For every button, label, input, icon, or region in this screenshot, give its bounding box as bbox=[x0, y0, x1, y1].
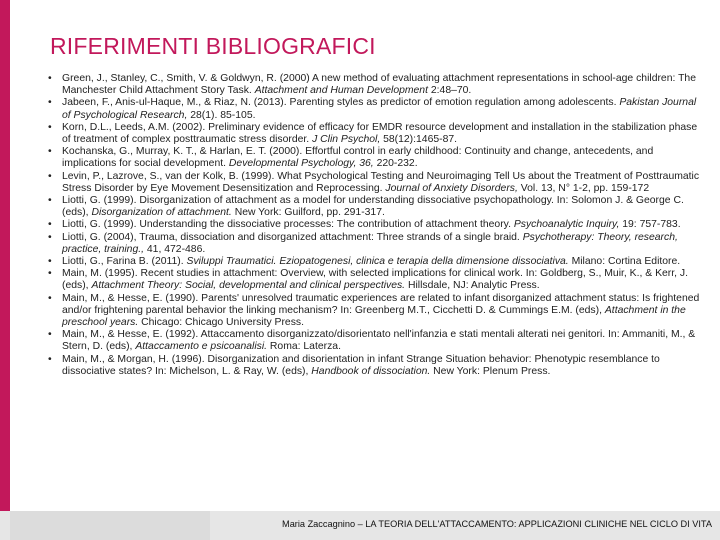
reference-source: Attachment in the preschool years. bbox=[62, 304, 686, 329]
reference-text: Jabeen, F., Anis-ul-Haque, M., & Riaz, N. (2013). Parenting styles as predictor of emotion regulation among adolescents. bbox=[62, 97, 620, 109]
reference-source: Developmental Psychology, 36, bbox=[228, 158, 374, 170]
reference-text: Levin, P., Lazrove, S., van der Kolk, B. (1999). What Psychological Testing and Neuroimaging Tell Us about the Treatment of Posttraumatic Stress Disorder by Eye Movement Desensitization and Reprocessing. bbox=[62, 170, 700, 194]
reference-item bbox=[48, 146, 700, 170]
reference-details: 2:48–70. bbox=[427, 85, 472, 97]
reference-details: 19: 757-783. bbox=[619, 219, 681, 231]
reference-text: Green, J., Stanley, C., Smith, V. & Goldwyn, R. (2000) A new method of evaluating attachment representations in school-age children: The Manchester Child Attachment Story Task. bbox=[62, 73, 696, 97]
reference-item bbox=[48, 97, 700, 121]
reference-source: Disorganization of attachment. bbox=[91, 207, 232, 219]
reference-details: 41, 472-486. bbox=[144, 243, 206, 255]
bullet-icon: • bbox=[48, 121, 52, 133]
reference-source: Journal of Anxiety Disorders, bbox=[385, 182, 518, 194]
bullet-icon: • bbox=[48, 256, 52, 268]
reference-details: 58(12):1465-87. bbox=[380, 134, 458, 146]
bullet-icon: • bbox=[48, 73, 52, 84]
reference-item bbox=[48, 121, 700, 146]
reference-source: Sviluppi Traumatici. Eziopatogenesi, clinica e terapia della dimensione dissociativa. bbox=[186, 256, 569, 268]
footer bbox=[0, 511, 720, 540]
reference-text: Main, M., & Morgan, H. (1996). Disorganization and disorientation in infant Strange Situation behavior: Phenotypic resemblance to dissociative states? In: Michelson, L. & Ray, W. (eds), bbox=[62, 353, 660, 377]
reference-source: Attaccamento e psicoanalisi. bbox=[135, 341, 268, 353]
reference-details: Hillsdale, NJ: Analytic Press. bbox=[405, 280, 540, 292]
accent-bar bbox=[0, 0, 10, 540]
reference-text: Main, M. (1995). Recent studies in attachment: Overview, with selected implications for clinical work. In: Goldberg, S., Muir, K., & Kerr, J. (eds), bbox=[62, 268, 688, 292]
reference-item bbox=[48, 231, 700, 256]
reference-source: Psychotherapy: Theory, research, practice, training., bbox=[62, 231, 678, 255]
reference-source: Handbook of dissociation. bbox=[311, 365, 431, 377]
reference-text: Liotti, G., Farina B. (2011). bbox=[62, 256, 187, 268]
reference-details: 28(1). 85-105. bbox=[187, 109, 256, 121]
reference-source: Attachment Theory: Social, developmental and clinical perspectives. bbox=[91, 280, 406, 292]
reference-item bbox=[48, 268, 700, 292]
bullet-icon: • bbox=[48, 353, 52, 365]
reference-item bbox=[48, 329, 700, 353]
footer-left-panel bbox=[10, 511, 210, 540]
reference-source: J Clin Psychol, bbox=[312, 134, 381, 146]
reference-text: Liotti, G. (1999). Understanding the dissociative processes: The contribution of attachment theory. bbox=[62, 219, 514, 231]
page-title: RIFERIMENTI BIBLIOGRAFICI bbox=[50, 33, 376, 59]
reference-details: Roma: Laterza. bbox=[267, 341, 341, 353]
reference-details: Milano: Cortina Editore. bbox=[568, 256, 681, 268]
reference-text: Korn, D.L., Leeds, A.M. (2002). Preliminary evidence of efficacy for EMDR resource development and installation in the stabilization phase of treatment of complex posttraumatic stress disorder. bbox=[62, 121, 698, 146]
reference-item bbox=[48, 219, 700, 231]
reference-details: Chicago: Chicago University Press. bbox=[138, 317, 304, 329]
reference-source: Psychoanalytic Inquiry, bbox=[513, 219, 620, 231]
reference-source: Pakistan Journal of Psychological Research, bbox=[62, 97, 697, 121]
bullet-icon: • bbox=[48, 329, 52, 341]
bullet-icon: • bbox=[48, 195, 52, 207]
reference-text: Liotti, G. (1999). Disorganization of attachment as a model for understanding dissociative psychopathology. In: Solomon J. & George C. (eds), bbox=[62, 195, 684, 219]
reference-item bbox=[48, 353, 700, 378]
reference-details: 220-232. bbox=[373, 158, 418, 170]
reference-item bbox=[48, 170, 700, 195]
bullet-icon: • bbox=[48, 170, 52, 182]
bullet-icon: • bbox=[48, 292, 52, 304]
reference-text: Kochanska, G., Murray, K. T., & Harlan, E. T. (2000). Effortful control in early childhood: Continuity and change, antecedents, and implications for social development. bbox=[62, 146, 654, 170]
bullet-icon: • bbox=[48, 231, 52, 243]
reference-details: New York: Plenum Press. bbox=[430, 365, 551, 377]
reference-text: Main, M., & Hesse, E. (1992). Attaccamento disorganizzato/disorientato nell'infanzia e stati mentali alterati nei genitori. In: Ammaniti, M., & Stern, D. (eds), bbox=[62, 329, 696, 353]
reference-details: New York: Guilford, pp. 291-317. bbox=[231, 207, 385, 219]
bullet-icon: • bbox=[48, 268, 52, 280]
bullet-icon: • bbox=[48, 97, 52, 109]
reference-item bbox=[48, 292, 700, 330]
reference-item bbox=[48, 195, 700, 219]
bullet-icon: • bbox=[48, 219, 52, 231]
reference-source: Attachment and Human Development bbox=[254, 85, 428, 97]
reference-item bbox=[48, 256, 700, 268]
reference-text: Liotti, G. (2004), Trauma, dissociation and disorganized attachment: Three strands of a single braid. bbox=[62, 231, 523, 243]
reference-list bbox=[48, 73, 700, 378]
reference-item bbox=[48, 73, 700, 97]
footer-text: Maria Zaccagnino – LA TEORIA DELL'ATTACCAMENTO: APPLICAZIONI CLINICHE NEL CICLO DI VITA bbox=[282, 519, 712, 529]
bullet-icon: • bbox=[48, 146, 52, 158]
reference-text: Main, M., & Hesse, E. (1990). Parents' unresolved traumatic experiences are related to infant disorganized attachment status: Is frightened and/or frightening parental behavior the linking mechanism? In: Greenberg M.T., Cicchetti D. & Cummings E.M. (eds), bbox=[62, 292, 700, 316]
reference-details: Vol. 13, N° 1-2, pp. 159-172 bbox=[517, 182, 650, 194]
